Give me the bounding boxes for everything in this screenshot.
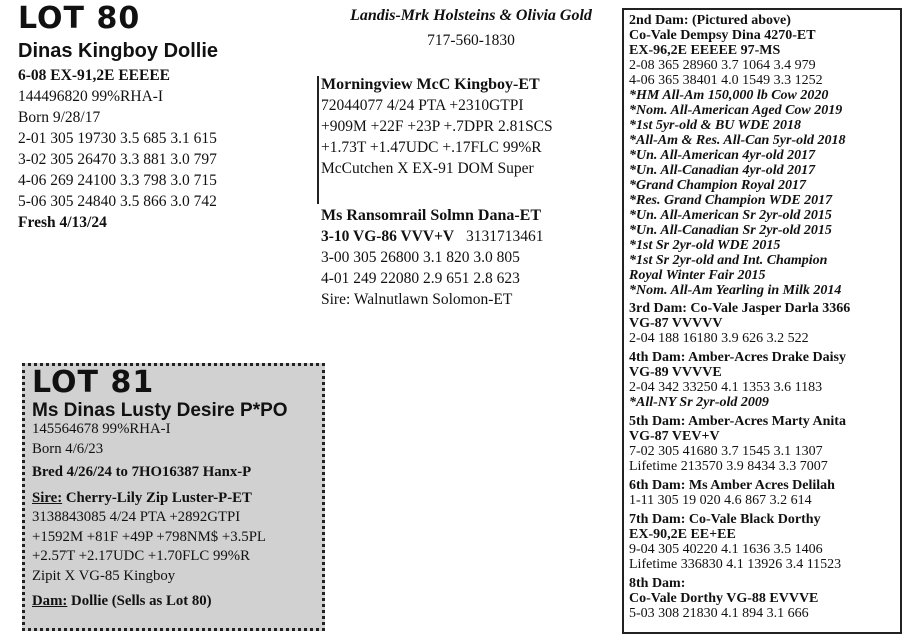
lot-80-info (18, 65, 217, 233)
lot-80-sire-block (321, 74, 553, 179)
consignor-header (320, 6, 622, 51)
lot-80-dam-registration: 3131713461 (466, 228, 544, 245)
pedigree-box (622, 8, 902, 634)
dam2-name: Co-Vale Dempsy Dina 4270-ET (629, 28, 816, 43)
dam6-title: 6th Dam: Ms Amber Acres Delilah (629, 478, 835, 493)
dam2-honor: *Grand Champion Royal 2017 (629, 178, 806, 193)
lot-80-sire-line: McCutchen X EX-91 DOM Super (321, 160, 534, 177)
lot-80-record: 2-01 305 19730 3.5 685 3.1 615 (18, 130, 217, 147)
lot-81-bred-info: Bred 4/26/24 to 7HO16387 Hanx-P (32, 464, 252, 480)
lot-80-sire-line: +909M +22F +23P +.7DPR 2.81SCS (321, 118, 553, 135)
dam5-classification: VG-87 VEV+V (629, 429, 720, 444)
dam4-record: 2-04 342 33250 4.1 1353 3.6 1183 (629, 380, 823, 395)
dam8-record: 5-03 308 21830 4.1 894 3.1 666 (629, 606, 809, 621)
dam5-record: 7-02 305 41680 3.7 1545 3.1 1307 (629, 444, 823, 459)
lot-80-dam-block (321, 205, 544, 310)
dam2-record: 2-08 365 28960 3.7 1064 3.4 979 (629, 58, 816, 73)
dam2-honor: *1st 5yr-old & BU WDE 2018 (629, 118, 802, 133)
dam2-honor: *Res. Grand Champion WDE 2017 (629, 193, 833, 208)
dam2-honor: *1st Sr 2yr-old and Int. Champion (629, 253, 828, 268)
lot-80-fresh-date: Fresh 4/13/24 (18, 214, 107, 231)
lot-81-box (22, 363, 325, 631)
lot-80-dam-classification: 3-10 VG-86 VVV+V (321, 228, 455, 245)
dam2-honor: *Un. All-American Sr 2yr-old 2015 (629, 208, 832, 223)
lot-81-sire-line: 3138843085 4/24 PTA +2892GTPI (32, 509, 241, 525)
dam2-honor: *Un. All-Canadian 4yr-old 2017 (629, 163, 816, 178)
lot-80-classification: 6-08 EX-91,2E EEEEE (18, 67, 171, 84)
lot-81-sire-label: Sire: (32, 489, 63, 506)
dam5-lifetime: Lifetime 213570 3.9 8434 3.3 7007 (629, 459, 828, 474)
dam2-honor: *1st Sr 2yr-old WDE 2015 (629, 238, 781, 253)
lot-81-heading: LOT 81 (32, 365, 155, 400)
lot-81-registration: 145564678 99%RHA-I (32, 421, 171, 437)
column-divider (317, 76, 319, 204)
lot-81-birthdate: Born 4/6/23 (32, 440, 104, 457)
lot-80-dam-sire: Sire: Walnutlawn Solomon-ET (321, 291, 513, 308)
lot-80-birthdate: Born 9/28/17 (18, 109, 101, 126)
lot-80-record: 4-06 269 24100 3.3 798 3.0 715 (18, 172, 217, 189)
dam2-honor: *All-Am & Res. All-Can 5yr-old 2018 (629, 133, 846, 148)
lot-81-dam-label: Dam: (32, 593, 68, 609)
lot-80-dam-name: Ms Ransomrail Solmn Dana-ET (321, 207, 542, 224)
lot-81-sire-line: Zipit X VG-85 Kingboy (32, 567, 176, 584)
lot-80-cow-name: Dinas Kingboy Dollie (18, 40, 219, 62)
dam6-record: 1-11 305 19 020 4.6 867 3.2 614 (629, 493, 812, 508)
dam2-record: 4-06 365 38401 4.0 1549 3.3 1252 (629, 73, 823, 88)
pedigree-content (629, 13, 850, 621)
dam2-honor: *Nom. All-American Aged Cow 2019 (629, 103, 843, 118)
lot-80-dam-record: 4-01 249 22080 2.9 651 2.8 623 (321, 270, 520, 287)
lot-80-record: 3-02 305 26470 3.3 881 3.0 797 (18, 151, 217, 168)
lot-81-cow-name: Ms Dinas Lusty Desire P*PO (32, 400, 288, 421)
lot-80-record: 5-06 305 24840 3.5 866 3.0 742 (18, 193, 217, 210)
lot-80-sire-line: +1.73T +1.47UDC +.17FLC 99%R (321, 139, 542, 156)
lot-80-sire-name: Morningview McC Kingboy-ET (321, 76, 540, 93)
dam8-title: 8th Dam: (629, 576, 686, 591)
lot-81-sire-row (32, 489, 266, 509)
dam2-classification: EX-96,2E EEEEE 97-MS (629, 43, 781, 58)
lot-80-dam-class-row (321, 226, 544, 247)
lot-81-sire-line: +1592M +81F +49P +798NM$ +3.5PL (32, 528, 266, 545)
lot-80-heading: LOT 80 (18, 1, 141, 36)
lot-81-sire-name: Cherry-Lily Zip Luster-P-ET (65, 489, 252, 506)
dam2-honor: Royal Winter Fair 2015 (629, 268, 766, 283)
dam2-title: 2nd Dam: (Pictured above) (629, 13, 791, 28)
dam4-classification: VG-89 VVVVE (629, 365, 722, 380)
lot-81-info (32, 420, 266, 612)
dam5-title: 5th Dam: Amber-Acres Marty Anita (629, 414, 846, 429)
lot-80-dam-record: 3-00 305 26800 3.1 820 3.0 805 (321, 249, 520, 266)
dam4-title: 4th Dam: Amber-Acres Drake Daisy (629, 350, 846, 365)
lot-80-registration: 144496820 99%RHA-I (18, 88, 164, 105)
dam2-honor: *HM All-Am 150,000 lb Cow 2020 (629, 88, 829, 103)
dam3-classification: VG-87 VVVVV (629, 316, 723, 331)
consignor-phone: 717-560-1830 (427, 32, 515, 49)
dam7-title: 7th Dam: Co-Vale Black Dorthy (629, 512, 821, 527)
dam7-classification: EX-90,2E EE+EE (629, 527, 736, 542)
dam2-honor: *Un. All-American 4yr-old 2017 (629, 148, 816, 163)
dam3-title: 3rd Dam: Co-Vale Jasper Darla 3366 (629, 301, 851, 316)
dam2-honor: *Un. All-Canadian Sr 2yr-old 2015 (629, 223, 832, 238)
dam3-record: 2-04 188 16180 3.9 626 3.2 522 (629, 331, 809, 346)
dam7-lifetime: Lifetime 336830 4.1 13926 3.4 11523 (629, 557, 842, 572)
lot-80-sire-line: 72044077 4/24 PTA +2310GTPI (321, 97, 524, 114)
consignor-name: Landis-Mrk Holsteins & Olivia Gold (350, 7, 592, 24)
lot-81-dam-row (32, 592, 266, 612)
dam2-honor: *Nom. All-Am Yearling in Milk 2014 (629, 283, 842, 298)
dam8-name: Co-Vale Dorthy VG-88 EVVVE (629, 591, 819, 606)
dam4-honor: *All-NY Sr 2yr-old 2009 (629, 395, 769, 410)
lot-81-sire-line: +2.57T +2.17UDC +1.70FLC 99%R (32, 548, 250, 564)
lot-81-dam-text: Dollie (Sells as Lot 80) (71, 593, 212, 609)
dam7-record: 9-04 305 40220 4.1 1636 3.5 1406 (629, 542, 823, 557)
